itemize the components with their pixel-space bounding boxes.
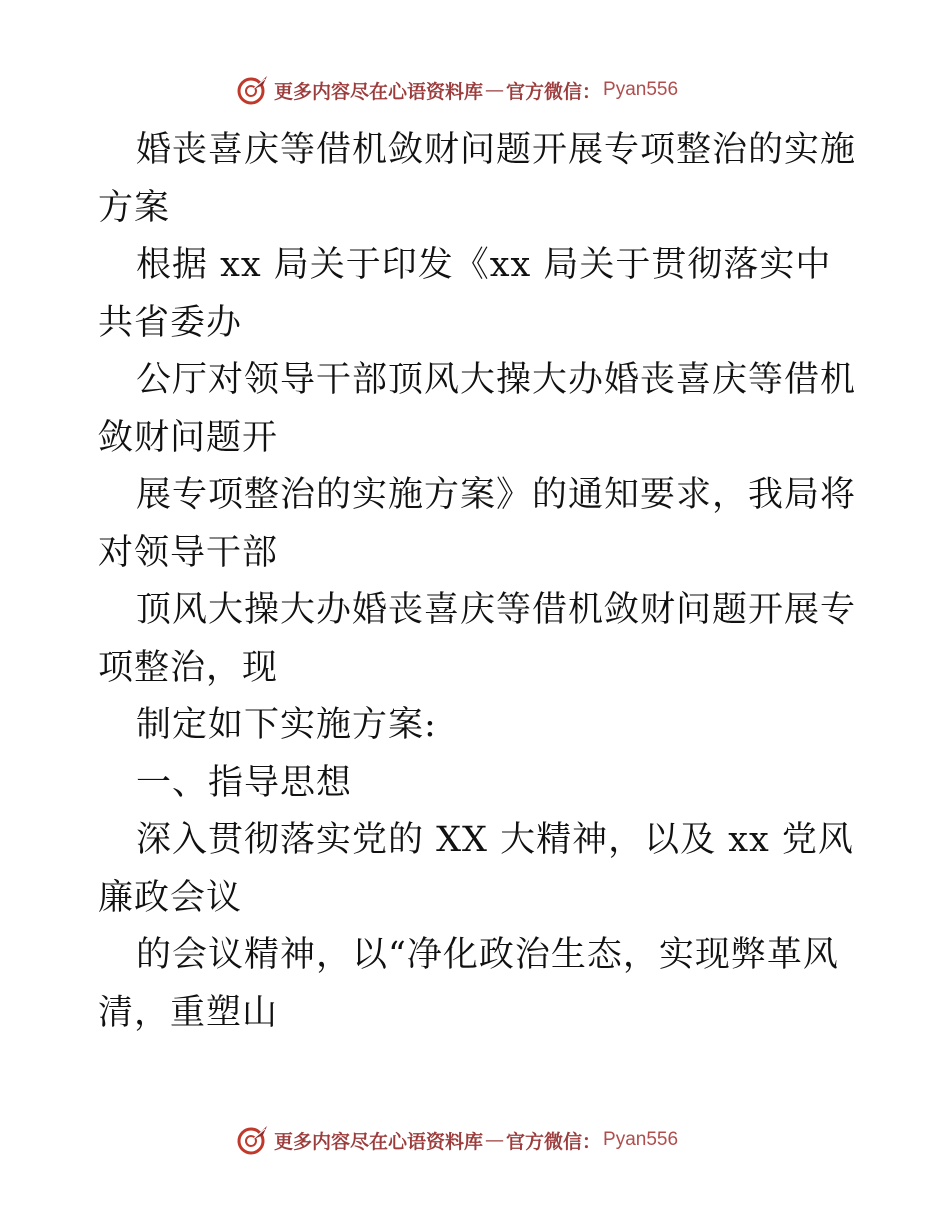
section-heading: 一、指导思想 (136, 762, 353, 803)
quill-pen-logo-icon (236, 1123, 270, 1157)
header-banner (236, 72, 756, 108)
banner-wechat-label: 官方微信： (506, 80, 602, 103)
banner-separator: — (485, 79, 505, 101)
document-title: 婚丧喜庆等借机敛财问题开展专项整治的实施方案 (98, 130, 857, 228)
paragraph-line: 制定如下实施方案: (136, 705, 437, 745)
quill-pen-logo-icon (236, 73, 270, 107)
banner-wechat-id: Pyan556 (603, 1129, 679, 1150)
paragraph-line: 公厅对领导干部顶风大操大办婚丧喜庆等借机敛财问题开 (98, 360, 857, 458)
paragraph-line: 的会议精神，以“净化政治生态，实现弊革风清，重塑山 (98, 935, 839, 1033)
banner-separator: — (485, 1129, 505, 1151)
paragraph-line: 根据 xx 局关于印发《xx 局关于贯彻落实中共省委办 (98, 245, 832, 343)
banner-slogan: 更多内容尽在心语资料库 (274, 1130, 484, 1153)
paragraph-line: 深入贯彻落实党的 XX 大精神，以及 xx 党风廉政会议 (98, 820, 854, 918)
paragraph-line: 展专项整治的实施方案》的通知要求，我局将对领导干部 (98, 475, 857, 573)
banner-wechat-id: Pyan556 (603, 79, 679, 100)
paragraph-line: 顶风大操大办婚丧喜庆等借机敛财问题开展专项整治，现 (98, 590, 857, 688)
document-body (98, 122, 858, 1042)
banner-wechat-label: 官方微信： (506, 1130, 602, 1153)
footer-banner (236, 1122, 756, 1158)
banner-slogan: 更多内容尽在心语资料库 (274, 80, 484, 103)
